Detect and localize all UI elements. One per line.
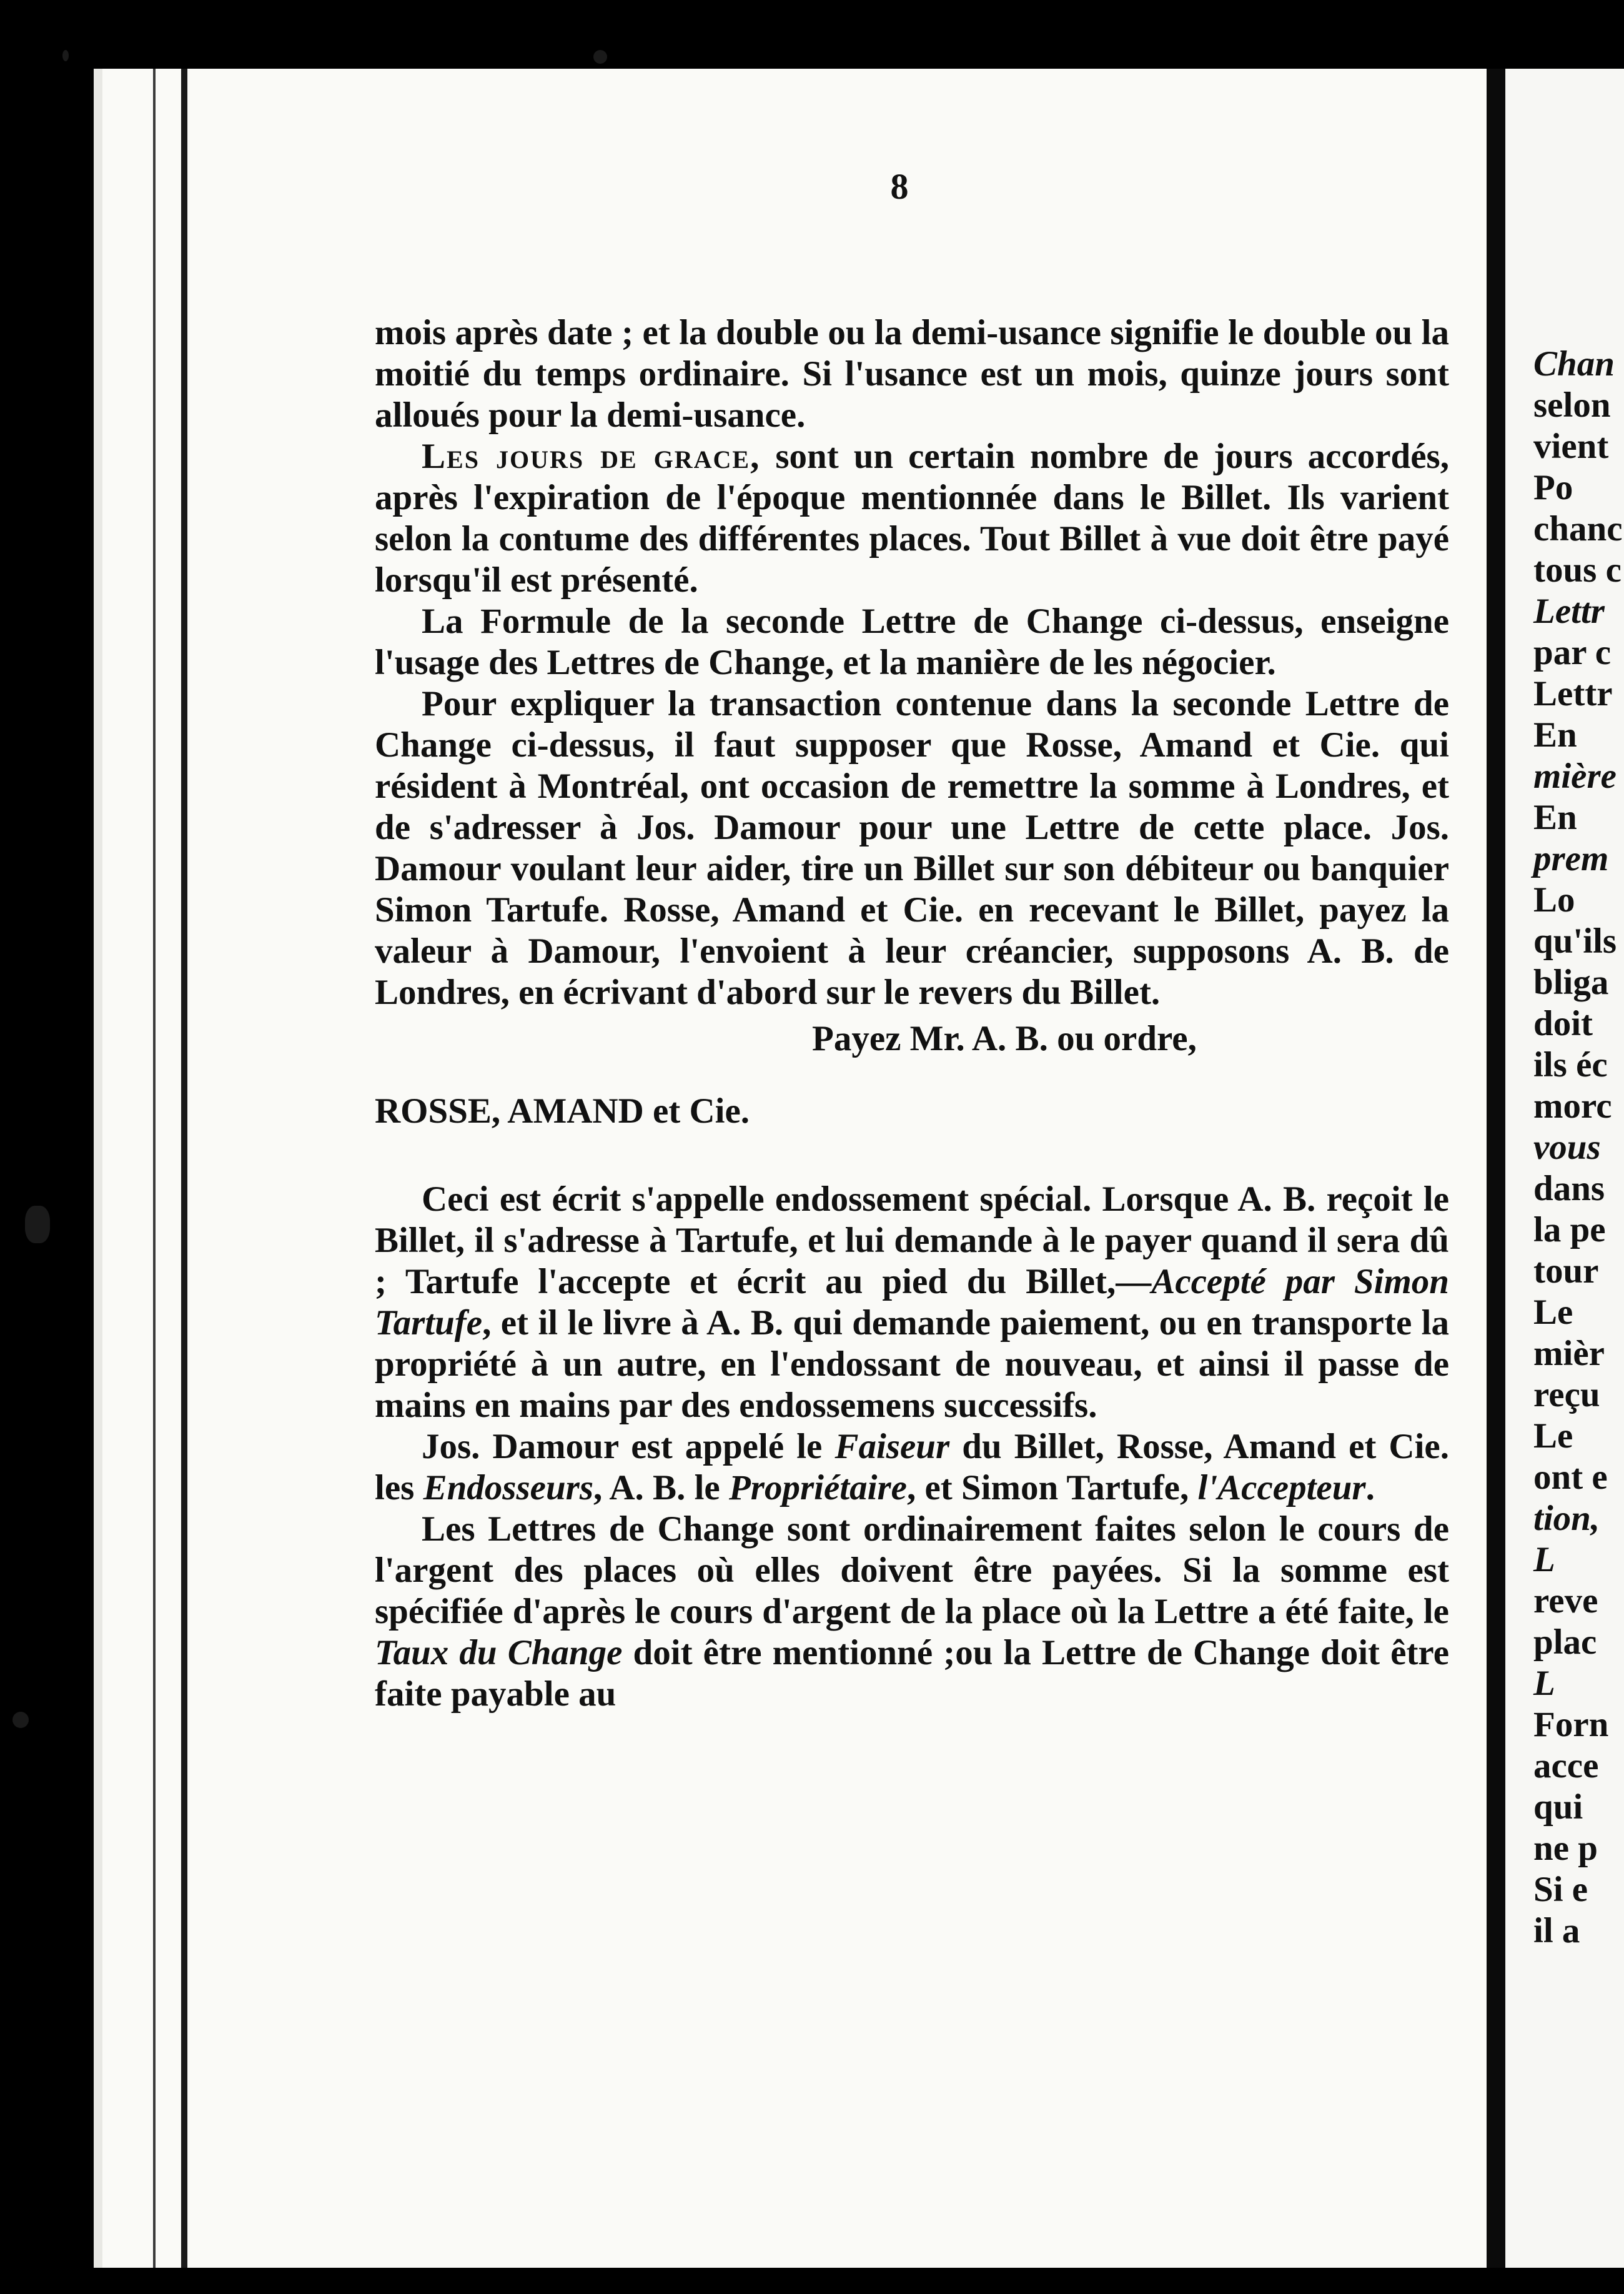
- roles-text: .: [1365, 1468, 1375, 1507]
- endossement-text-a: Ceci est écrit s'appelle endossement spécial. Lorsque A. B. reçoit le Billet, il s'adresse à Tartufe, et lui demande à le payer quand il sera dû ; Tartufe l'accepte et écrit au pied du Billet,—: [375, 1179, 1449, 1301]
- scan-speck: [62, 50, 69, 61]
- paragraph-explication: Pour expliquer la transaction contenue dans la seconde Lettre de Change ci-dessus, il faut supposer que Rosse, Amand et Cie. qui résident à Montréal, ont occasion de remettre la somme à Londres, et de s'adresser à Jos. Damour pour une Lettre de cette place. Jos. Damour voulant leur aider, tire un Billet sur son débiteur ou banquier Simon Tartufe. Rosse, Amand et Cie. en recevant le Billet, payez la valeur à Damour, l'envoient à leur créancier, supposons A. B. de Londres, en écrivant d'abord sur le revers du Billet.: [375, 684, 1449, 1012]
- right-page-line: Lettr: [1533, 592, 1605, 631]
- right-page-line: la pe: [1533, 1210, 1606, 1249]
- right-page-line: ne p: [1533, 1829, 1598, 1868]
- right-page-line: qui: [1533, 1787, 1583, 1827]
- roles-text: , et Simon Tartufe,: [906, 1468, 1198, 1507]
- right-page-line: mièr: [1533, 1334, 1605, 1373]
- paragraph-usance: mois après date ; et la double ou la demi-usance signifie le double ou la moitié du temps ordinaire. Si l'usance est un mois, quinze jours sont alloués pour la demi-usance.: [375, 313, 1449, 435]
- right-page-line: tion,: [1533, 1499, 1600, 1538]
- page-body: [375, 312, 1449, 1715]
- right-page-line: reçu: [1533, 1375, 1600, 1414]
- right-page-line: dans: [1533, 1169, 1605, 1208]
- page-edge-shadow: [153, 69, 156, 2268]
- lettres-text-a: Les Lettres de Change sont ordinairement faites selon le cours de l'argent des places où elles doivent être payées. Si la somme est spécifiée d'après le cours d'argent de la place où la Lettre a été faite, le: [375, 1509, 1449, 1631]
- right-page-line: tour: [1533, 1251, 1599, 1291]
- paragraph-roles: [375, 1426, 1449, 1509]
- book-gutter: [1487, 69, 1505, 2268]
- right-page-line: qu'ils: [1533, 921, 1617, 961]
- right-page-line: selon: [1533, 385, 1611, 425]
- term-taux-du-change: Taux du Change: [375, 1633, 623, 1672]
- right-page-line: Si e: [1533, 1870, 1588, 1909]
- right-page-line: En: [1533, 715, 1577, 755]
- page-edge: [181, 69, 187, 2268]
- right-page-line: par c: [1533, 633, 1612, 672]
- right-page: [1505, 69, 1624, 2268]
- term-endosseurs: Endosseurs: [423, 1468, 594, 1507]
- right-page-line: Lettr: [1533, 674, 1613, 713]
- scan-speck: [12, 1712, 29, 1728]
- right-page-line: prem: [1533, 839, 1609, 878]
- right-page-line: mière: [1533, 757, 1617, 796]
- right-page-line: chanc: [1533, 509, 1623, 549]
- right-page-line: Le: [1533, 1416, 1573, 1456]
- right-page-line: il a: [1533, 1911, 1580, 1950]
- right-page-line: Le: [1533, 1293, 1573, 1332]
- right-page-line: vous: [1533, 1128, 1601, 1167]
- right-page-line: vient: [1533, 427, 1609, 466]
- right-page-line: bliga: [1533, 963, 1609, 1002]
- endorsement-signature: ROSSE, AMAND et Cie.: [375, 1091, 750, 1131]
- page-number: 8: [890, 166, 909, 207]
- lettres-text-b: doit être mentionné ;ou la Lettre de Change doit être faite payable au: [375, 1633, 1449, 1714]
- paragraph-lettres-de-change: [375, 1509, 1449, 1715]
- endossement-text-b: , et il le livre à A. B. qui demande paiement, ou en transporte la propriété à un autre, en l'endossant de nouveau, et ainsi il passe de mains en mains par des endossemens successifs.: [375, 1303, 1449, 1425]
- right-page-line: acce: [1533, 1746, 1599, 1785]
- term-proprietaire: Propriétaire: [728, 1468, 907, 1507]
- right-page-text: [1533, 344, 1624, 1952]
- paragraph-formule: La Formule de la seconde Lettre de Change ci-dessus, enseigne l'usage des Lettres de Change, et la manière de les négocier.: [375, 602, 1449, 682]
- paragraph-endossement: [375, 1179, 1449, 1426]
- roles-text: Jos. Damour est appelé le: [422, 1427, 835, 1466]
- grace-definition: sont un certain nombre de jours accordés, après l'expiration de l'époque mentionnée dans le Billet. Ils varient selon la contume des différentes places. Tout Billet à vue doit être payé lorsqu'il est présenté.: [375, 437, 1449, 600]
- endossement-accepte: Accepté par Simon Tartufe: [375, 1262, 1449, 1343]
- right-page-line: Forn: [1533, 1705, 1609, 1744]
- term-jours-de-grace: Les jours de grace,: [422, 437, 761, 476]
- paragraph-jours-de-grace: [375, 436, 1449, 601]
- right-page-line: ont e: [1533, 1457, 1608, 1497]
- right-page-line: Chan: [1533, 344, 1615, 384]
- term-accepteur: l'Accepteur: [1197, 1468, 1366, 1507]
- right-page-line: Lo: [1533, 880, 1575, 920]
- roles-text: , A. B. le: [593, 1468, 729, 1507]
- endorsement-payez: Payez Mr. A. B. ou ordre,: [812, 1019, 1197, 1058]
- right-page-line: En: [1533, 798, 1577, 837]
- scan-speck: [593, 50, 607, 64]
- scan-speck: [25, 1206, 50, 1243]
- term-faiseur: Faiseur: [834, 1427, 950, 1466]
- right-page-line: tous c: [1533, 550, 1622, 590]
- roles-text: du Billet, Rosse, Amand et Cie. les: [375, 1427, 1449, 1507]
- right-page-line: ils éc: [1533, 1045, 1608, 1085]
- right-page-line: L: [1533, 1540, 1555, 1579]
- right-page-line: L: [1533, 1664, 1555, 1703]
- right-page-line: reve: [1533, 1581, 1598, 1621]
- right-page-line: Po: [1533, 468, 1573, 507]
- right-page-line: morc: [1533, 1086, 1612, 1126]
- right-page-line: doit: [1533, 1004, 1593, 1043]
- right-page-line: plac: [1533, 1622, 1597, 1662]
